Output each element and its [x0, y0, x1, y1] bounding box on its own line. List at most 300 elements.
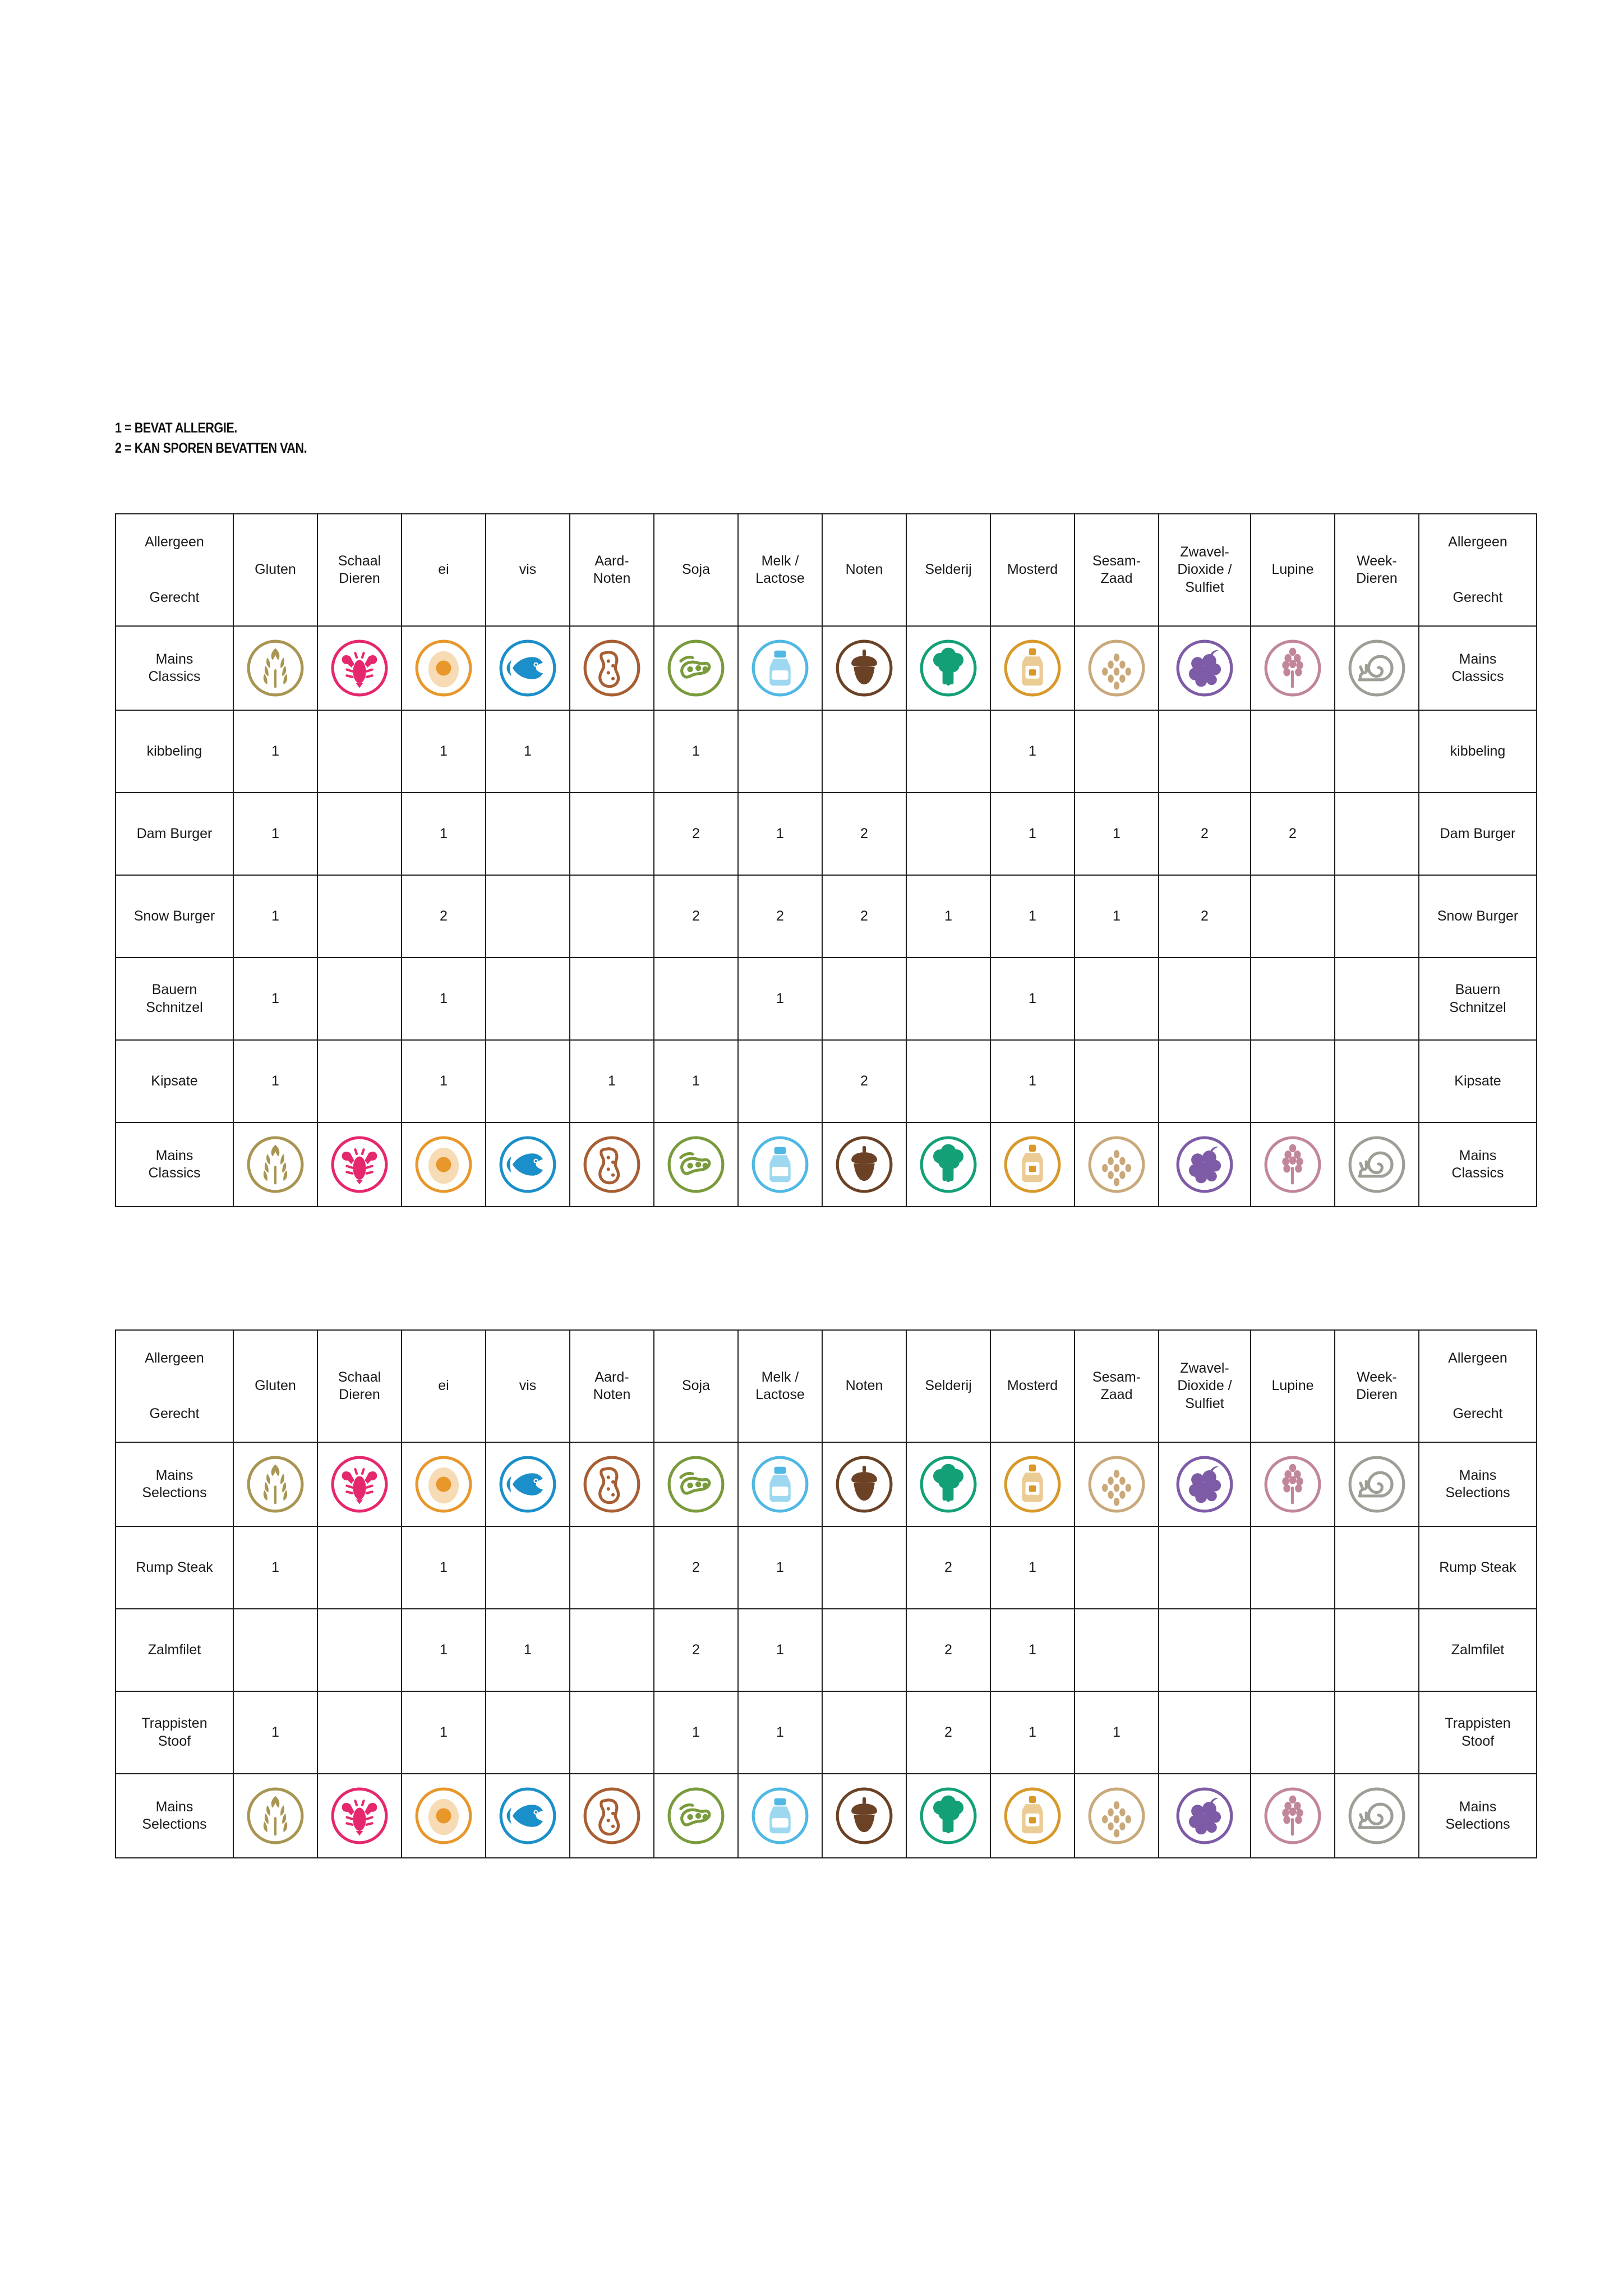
allergen-value-fish — [486, 1691, 570, 1774]
allergen-header-soy: Soja — [654, 514, 738, 626]
allergen-value-fish — [486, 875, 570, 958]
allergen-value-peanut: 1 — [570, 1040, 654, 1122]
allergen-icon-cell-egg — [402, 1122, 486, 1207]
allergen-header-sesame: Sesam- Zaad — [1075, 1330, 1159, 1442]
allergen-value-peanut — [570, 1609, 654, 1691]
allergen-value-sesame: 1 — [1075, 1691, 1159, 1774]
snail-icon — [1335, 1455, 1418, 1513]
allergen-value-lobster — [317, 710, 402, 793]
allergen-icon-cell-fish — [486, 626, 570, 710]
allergen-value-celery — [906, 958, 990, 1040]
allergen-table-mains-classics — [115, 513, 1537, 1207]
allergen-value-peanut — [570, 1526, 654, 1609]
allergen-value-snail — [1335, 1609, 1419, 1691]
allergen-value-lobster — [317, 1040, 402, 1122]
wheat-icon — [234, 1787, 317, 1845]
table-header-row-top — [116, 514, 1537, 570]
allergen-header-wheat: Gluten — [233, 1330, 317, 1442]
allergen-value-lupine — [1251, 1691, 1335, 1774]
allergen-value-snail — [1335, 875, 1419, 958]
allergen-icon-cell-peanut — [570, 1122, 654, 1207]
allergen-value-sesame — [1075, 1040, 1159, 1122]
mustard-icon — [991, 639, 1074, 697]
allergen-value-lobster — [317, 875, 402, 958]
lupine-icon — [1251, 1135, 1334, 1194]
allergen-value-acorn — [822, 1609, 906, 1691]
header-corner-allergeen-right: Allergeen — [1419, 1330, 1537, 1386]
allergen-value-grapes — [1159, 1040, 1251, 1122]
allergen-value-mustard: 1 — [990, 1040, 1075, 1122]
allergen-value-soy: 1 — [654, 710, 738, 793]
allergen-value-fish: 1 — [486, 710, 570, 793]
allergen-icon-cell-egg — [402, 626, 486, 710]
allergen-icon-cell-celery — [906, 1774, 990, 1858]
allergen-header-wheat: Gluten — [233, 514, 317, 626]
allergen-header-grapes: Zwavel- Dioxide / Sulfiet — [1159, 514, 1251, 626]
table-row — [116, 710, 1537, 793]
allergen-value-acorn: 2 — [822, 1040, 906, 1122]
allergen-value-sesame: 1 — [1075, 793, 1159, 875]
table-row — [116, 1040, 1537, 1122]
allergen-icon-cell-acorn — [822, 1442, 906, 1526]
allergen-value-sesame — [1075, 1526, 1159, 1609]
allergen-value-peanut — [570, 793, 654, 875]
dish-name-right: Dam Burger — [1419, 793, 1537, 875]
allergen-header-acorn: Noten — [822, 1330, 906, 1442]
allergen-header-celery: Selderij — [906, 1330, 990, 1442]
allergen-value-grapes — [1159, 1691, 1251, 1774]
allergen-value-egg: 1 — [402, 1609, 486, 1691]
allergen-value-lobster — [317, 793, 402, 875]
allergen-value-fish — [486, 1526, 570, 1609]
allergen-icon-cell-soy — [654, 1442, 738, 1526]
fish-icon — [486, 1455, 569, 1513]
icon-row-bottom — [116, 1122, 1537, 1207]
snail-icon — [1335, 1135, 1418, 1194]
allergen-icon-cell-mustard — [990, 626, 1075, 710]
allergen-value-soy: 2 — [654, 793, 738, 875]
allergen-header-fish: vis — [486, 514, 570, 626]
legend-line-1: 1 = BEVAT ALLERGIE. — [115, 420, 237, 436]
section-label-bottom-right: Mains Selections — [1419, 1774, 1537, 1858]
allergen-value-egg: 1 — [402, 1691, 486, 1774]
allergen-header-lobster: Schaal Dieren — [317, 1330, 402, 1442]
allergen-icon-cell-wheat — [233, 1774, 317, 1858]
mustard-icon — [991, 1455, 1074, 1513]
soy-icon — [654, 1787, 737, 1845]
allergen-value-soy: 2 — [654, 1526, 738, 1609]
allergen-value-acorn: 2 — [822, 793, 906, 875]
allergen-icon-cell-snail — [1335, 1774, 1419, 1858]
dish-name: Kipsate — [116, 1040, 233, 1122]
allergen-value-celery — [906, 793, 990, 875]
allergen-header-peanut: Aard- Noten — [570, 514, 654, 626]
allergen-table-mains-selections — [115, 1329, 1537, 1858]
acorn-icon — [823, 639, 906, 697]
lobster-icon — [318, 1455, 401, 1513]
allergen-header-egg: ei — [402, 514, 486, 626]
sesame-icon — [1075, 1135, 1158, 1194]
legend-line-2: 2 = KAN SPOREN BEVATTEN VAN. — [115, 440, 307, 457]
table-row — [116, 875, 1537, 958]
dish-name: Rump Steak — [116, 1526, 233, 1609]
allergen-value-milk: 1 — [738, 1609, 822, 1691]
soy-icon — [654, 639, 737, 697]
allergen-value-peanut — [570, 875, 654, 958]
dish-name: Trappisten Stoof — [116, 1691, 233, 1774]
dish-name-right: kibbeling — [1419, 710, 1537, 793]
allergen-icon-cell-peanut — [570, 626, 654, 710]
allergen-icon-cell-lupine — [1251, 1442, 1335, 1526]
allergen-icon-cell-acorn — [822, 1122, 906, 1207]
allergen-value-snail — [1335, 1526, 1419, 1609]
allergen-value-acorn: 2 — [822, 875, 906, 958]
allergen-value-milk — [738, 1040, 822, 1122]
dish-name-right: Zalmfilet — [1419, 1609, 1537, 1691]
header-corner-allergeen-right: Allergeen — [1419, 514, 1537, 570]
section-label: Mains Classics — [116, 626, 233, 710]
allergen-value-lobster — [317, 1691, 402, 1774]
allergen-value-fish — [486, 958, 570, 1040]
allergen-value-sesame — [1075, 710, 1159, 793]
snail-icon — [1335, 1787, 1418, 1845]
table-row — [116, 1691, 1537, 1774]
section-label-right: Mains Classics — [1419, 626, 1537, 710]
dish-name-right: Snow Burger — [1419, 875, 1537, 958]
allergen-value-lobster — [317, 1609, 402, 1691]
fish-icon — [486, 639, 569, 697]
icon-row-top — [116, 1442, 1537, 1526]
allergen-icon-cell-acorn — [822, 1774, 906, 1858]
allergen-icon-cell-mustard — [990, 1122, 1075, 1207]
allergen-icon-cell-sesame — [1075, 1122, 1159, 1207]
allergen-value-grapes — [1159, 958, 1251, 1040]
allergen-value-snail — [1335, 1040, 1419, 1122]
allergen-value-fish — [486, 1040, 570, 1122]
table-row — [116, 793, 1537, 875]
allergen-value-grapes: 2 — [1159, 875, 1251, 958]
egg-icon — [402, 1455, 485, 1513]
section-label-bottom: Mains Classics — [116, 1122, 233, 1207]
allergen-value-wheat — [233, 1609, 317, 1691]
allergen-icon-cell-snail — [1335, 626, 1419, 710]
allergen-header-egg: ei — [402, 1330, 486, 1442]
dish-name: Dam Burger — [116, 793, 233, 875]
milk-icon — [739, 1787, 822, 1845]
soy-icon — [654, 1135, 737, 1194]
allergen-value-peanut — [570, 1691, 654, 1774]
header-corner-gerecht: Gerecht — [116, 570, 233, 626]
allergen-value-lupine — [1251, 1526, 1335, 1609]
allergen-value-mustard: 1 — [990, 1609, 1075, 1691]
mustard-icon — [991, 1787, 1074, 1845]
acorn-icon — [823, 1455, 906, 1513]
section-label-right: Mains Selections — [1419, 1442, 1537, 1526]
allergen-value-celery: 2 — [906, 1609, 990, 1691]
wheat-icon — [234, 1455, 317, 1513]
allergen-value-fish: 1 — [486, 1609, 570, 1691]
dish-name-right: Rump Steak — [1419, 1526, 1537, 1609]
allergen-value-soy: 1 — [654, 1040, 738, 1122]
allergen-icon-cell-peanut — [570, 1442, 654, 1526]
egg-icon — [402, 639, 485, 697]
allergen-icon-cell-sesame — [1075, 1774, 1159, 1858]
mustard-icon — [991, 1135, 1074, 1194]
allergen-icon-cell-soy — [654, 1774, 738, 1858]
allergen-value-mustard: 1 — [990, 793, 1075, 875]
allergen-value-wheat: 1 — [233, 1691, 317, 1774]
allergen-icon-cell-milk — [738, 1122, 822, 1207]
section-label-bottom: Mains Selections — [116, 1774, 233, 1858]
allergen-value-fish — [486, 793, 570, 875]
allergen-value-soy: 2 — [654, 875, 738, 958]
allergen-header-lupine: Lupine — [1251, 1330, 1335, 1442]
icon-row-top — [116, 626, 1537, 710]
allergen-value-grapes — [1159, 1526, 1251, 1609]
milk-icon — [739, 1455, 822, 1513]
allergen-header-grapes: Zwavel- Dioxide / Sulfiet — [1159, 1330, 1251, 1442]
allergen-icon-cell-milk — [738, 626, 822, 710]
allergen-header-snail: Week- Dieren — [1335, 514, 1419, 626]
allergen-value-milk: 1 — [738, 1526, 822, 1609]
dish-name: Zalmfilet — [116, 1609, 233, 1691]
allergen-icon-cell-lobster — [317, 1122, 402, 1207]
allergen-icon-cell-egg — [402, 1442, 486, 1526]
allergen-value-milk: 1 — [738, 793, 822, 875]
peanut-icon — [570, 639, 653, 697]
allergen-value-milk: 1 — [738, 1691, 822, 1774]
allergen-icon-cell-milk — [738, 1442, 822, 1526]
allergen-icon-cell-lobster — [317, 1774, 402, 1858]
allergen-icon-cell-snail — [1335, 1122, 1419, 1207]
fish-icon — [486, 1135, 569, 1194]
allergen-icon-cell-lobster — [317, 626, 402, 710]
peanut-icon — [570, 1455, 653, 1513]
allergen-header-milk: Melk / Lactose — [738, 514, 822, 626]
table-row — [116, 958, 1537, 1040]
allergen-value-soy: 1 — [654, 1691, 738, 1774]
allergen-value-peanut — [570, 710, 654, 793]
allergen-value-grapes: 2 — [1159, 793, 1251, 875]
grapes-icon — [1159, 1455, 1250, 1513]
allergen-header-lobster: Schaal Dieren — [317, 514, 402, 626]
milk-icon — [739, 1135, 822, 1194]
allergen-value-lupine — [1251, 875, 1335, 958]
allergen-header-mustard: Mosterd — [990, 1330, 1075, 1442]
allergen-value-lupine — [1251, 1609, 1335, 1691]
acorn-icon — [823, 1135, 906, 1194]
allergen-header-sesame: Sesam- Zaad — [1075, 514, 1159, 626]
lobster-icon — [318, 1787, 401, 1845]
header-corner-allergeen: Allergeen — [116, 514, 233, 570]
wheat-icon — [234, 1135, 317, 1194]
allergen-icon-cell-lupine — [1251, 626, 1335, 710]
section-label: Mains Selections — [116, 1442, 233, 1526]
allergen-value-acorn — [822, 710, 906, 793]
fish-icon — [486, 1787, 569, 1845]
allergen-icon-cell-soy — [654, 626, 738, 710]
allergen-value-sesame — [1075, 958, 1159, 1040]
allergen-value-wheat: 1 — [233, 1526, 317, 1609]
allergen-icon-cell-grapes — [1159, 626, 1251, 710]
grapes-icon — [1159, 639, 1250, 697]
celery-icon — [907, 1135, 990, 1194]
allergen-value-grapes — [1159, 1609, 1251, 1691]
grapes-icon — [1159, 1787, 1250, 1845]
header-corner-gerecht: Gerecht — [116, 1386, 233, 1442]
dish-name-right: Trappisten Stoof — [1419, 1691, 1537, 1774]
lupine-icon — [1251, 639, 1334, 697]
allergen-icon-cell-mustard — [990, 1774, 1075, 1858]
allergen-header-lupine: Lupine — [1251, 514, 1335, 626]
allergen-value-mustard: 1 — [990, 1526, 1075, 1609]
grapes-icon — [1159, 1135, 1250, 1194]
lobster-icon — [318, 1135, 401, 1194]
allergen-value-wheat: 1 — [233, 958, 317, 1040]
allergen-value-wheat: 1 — [233, 793, 317, 875]
allergen-value-lupine: 2 — [1251, 793, 1335, 875]
allergen-icon-cell-milk — [738, 1774, 822, 1858]
allergen-value-egg: 1 — [402, 958, 486, 1040]
lobster-icon — [318, 639, 401, 697]
sesame-icon — [1075, 1455, 1158, 1513]
allergen-header-milk: Melk / Lactose — [738, 1330, 822, 1442]
allergen-value-mustard: 1 — [990, 875, 1075, 958]
allergen-icon-cell-grapes — [1159, 1122, 1251, 1207]
allergen-value-snail — [1335, 710, 1419, 793]
allergen-value-sesame — [1075, 1609, 1159, 1691]
allergen-icon-cell-egg — [402, 1774, 486, 1858]
allergen-value-mustard: 1 — [990, 710, 1075, 793]
lupine-icon — [1251, 1787, 1334, 1845]
allergen-icon-cell-fish — [486, 1774, 570, 1858]
allergen-icon-cell-lobster — [317, 1442, 402, 1526]
allergen-icon-cell-wheat — [233, 1122, 317, 1207]
allergen-icon-cell-soy — [654, 1122, 738, 1207]
allergen-value-wheat: 1 — [233, 875, 317, 958]
sesame-icon — [1075, 1787, 1158, 1845]
allergen-value-milk: 2 — [738, 875, 822, 958]
allergen-icon-cell-wheat — [233, 626, 317, 710]
allergen-value-lupine — [1251, 1040, 1335, 1122]
allergen-icon-cell-grapes — [1159, 1442, 1251, 1526]
allergen-value-lobster — [317, 958, 402, 1040]
dish-name: Bauern Schnitzel — [116, 958, 233, 1040]
allergen-value-celery: 2 — [906, 1691, 990, 1774]
allergen-icon-cell-sesame — [1075, 1442, 1159, 1526]
egg-icon — [402, 1787, 485, 1845]
allergen-value-acorn — [822, 1691, 906, 1774]
allergen-value-peanut — [570, 958, 654, 1040]
dish-name-right: Bauern Schnitzel — [1419, 958, 1537, 1040]
celery-icon — [907, 639, 990, 697]
wheat-icon — [234, 639, 317, 697]
allergen-value-soy: 2 — [654, 1609, 738, 1691]
peanut-icon — [570, 1135, 653, 1194]
allergen-value-egg: 1 — [402, 1526, 486, 1609]
header-corner-gerecht-right: Gerecht — [1419, 570, 1537, 626]
allergen-icon-cell-snail — [1335, 1442, 1419, 1526]
header-corner-gerecht-right: Gerecht — [1419, 1386, 1537, 1442]
header-corner-allergeen: Allergeen — [116, 1330, 233, 1386]
allergen-value-egg: 1 — [402, 1040, 486, 1122]
lupine-icon — [1251, 1455, 1334, 1513]
allergen-value-snail — [1335, 1691, 1419, 1774]
table-header-row-top — [116, 1330, 1537, 1386]
allergen-value-celery — [906, 710, 990, 793]
allergen-icon-cell-sesame — [1075, 626, 1159, 710]
celery-icon — [907, 1455, 990, 1513]
allergen-icon-cell-celery — [906, 1122, 990, 1207]
allergen-icon-cell-lupine — [1251, 1122, 1335, 1207]
section-label-bottom-right: Mains Classics — [1419, 1122, 1537, 1207]
allergen-value-egg: 2 — [402, 875, 486, 958]
snail-icon — [1335, 639, 1418, 697]
allergen-value-mustard: 1 — [990, 958, 1075, 1040]
allergen-value-grapes — [1159, 710, 1251, 793]
allergen-header-soy: Soja — [654, 1330, 738, 1442]
allergen-value-lupine — [1251, 710, 1335, 793]
allergen-value-acorn — [822, 958, 906, 1040]
peanut-icon — [570, 1787, 653, 1845]
table-row — [116, 1609, 1537, 1691]
acorn-icon — [823, 1787, 906, 1845]
allergen-header-celery: Selderij — [906, 514, 990, 626]
allergen-value-milk: 1 — [738, 958, 822, 1040]
allergen-icon-cell-acorn — [822, 626, 906, 710]
allergen-icon-cell-peanut — [570, 1774, 654, 1858]
allergen-value-milk — [738, 710, 822, 793]
allergen-value-sesame: 1 — [1075, 875, 1159, 958]
allergen-header-fish: vis — [486, 1330, 570, 1442]
celery-icon — [907, 1787, 990, 1845]
allergen-value-mustard: 1 — [990, 1691, 1075, 1774]
dish-name: kibbeling — [116, 710, 233, 793]
allergen-value-wheat: 1 — [233, 1040, 317, 1122]
allergen-header-acorn: Noten — [822, 514, 906, 626]
egg-icon — [402, 1135, 485, 1194]
allergen-header-mustard: Mosterd — [990, 514, 1075, 626]
allergen-icon-cell-fish — [486, 1442, 570, 1526]
allergen-value-celery: 2 — [906, 1526, 990, 1609]
allergen-value-celery: 1 — [906, 875, 990, 958]
dish-name-right: Kipsate — [1419, 1040, 1537, 1122]
allergen-value-soy — [654, 958, 738, 1040]
allergen-value-egg: 1 — [402, 710, 486, 793]
legend — [115, 418, 338, 459]
table-row — [116, 1526, 1537, 1609]
allergen-icon-cell-celery — [906, 1442, 990, 1526]
allergen-icon-cell-mustard — [990, 1442, 1075, 1526]
allergen-value-snail — [1335, 793, 1419, 875]
allergen-value-acorn — [822, 1526, 906, 1609]
allergen-header-peanut: Aard- Noten — [570, 1330, 654, 1442]
sesame-icon — [1075, 639, 1158, 697]
soy-icon — [654, 1455, 737, 1513]
allergen-value-lupine — [1251, 958, 1335, 1040]
allergen-header-snail: Week- Dieren — [1335, 1330, 1419, 1442]
allergen-icon-cell-fish — [486, 1122, 570, 1207]
allergen-value-celery — [906, 1040, 990, 1122]
allergen-value-wheat: 1 — [233, 710, 317, 793]
milk-icon — [739, 639, 822, 697]
icon-row-bottom — [116, 1774, 1537, 1858]
allergen-icon-cell-wheat — [233, 1442, 317, 1526]
allergen-icon-cell-grapes — [1159, 1774, 1251, 1858]
allergen-value-snail — [1335, 958, 1419, 1040]
allergen-icon-cell-celery — [906, 626, 990, 710]
allergen-icon-cell-lupine — [1251, 1774, 1335, 1858]
